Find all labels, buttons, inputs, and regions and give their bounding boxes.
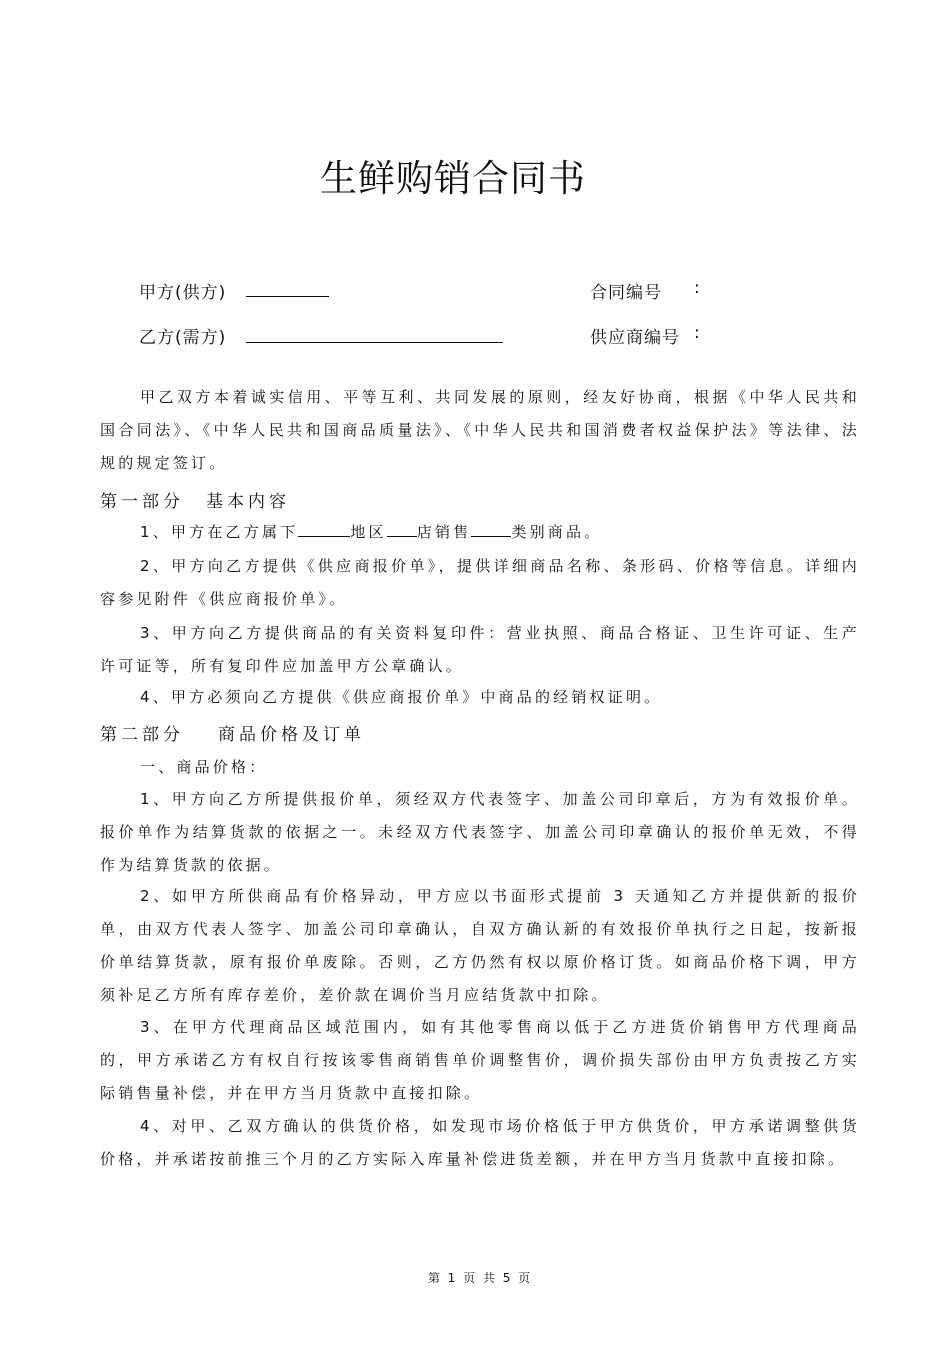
- part1-item2: 2、甲方向乙方提供《供应商报价单》，提供详细商品名称、条形码、价格等信息。详细内容参见附件《供应商报价单》。: [100, 557, 860, 608]
- party-b-blank: [246, 342, 503, 343]
- part1-heading-text: 基本内容: [206, 492, 290, 512]
- part2-paragraph-1: 1、甲方向乙方所提供报价单，须经双方代表签字、加盖公司印章后，方为有效报价单。报价单作为结算货款的依据之一。未经双方代表签字、加盖公司印章确认的报价单无效，不得作为结算货款的依据。: [100, 790, 860, 874]
- supplier-no-colon: :: [694, 323, 701, 343]
- supplier-no-label: 供应商编号: [590, 328, 680, 348]
- part2-paragraph-4: 4、对甲、乙双方确认的供货价格，如发现市场价格低于甲方供货价，甲方承诺调整供货价格，并承诺按前推三个月的乙方实际入库量补偿进货差额，并在甲方当月货款中直接扣除。: [100, 1117, 860, 1168]
- party-a-blank: [246, 296, 329, 297]
- part1-item1-text1: 1、甲方在乙方属下: [140, 523, 299, 541]
- party-b-label: 乙方(需方): [139, 328, 227, 348]
- part1-item1-text4: 类别商品。: [511, 523, 603, 541]
- part1-item1-text2: 地区: [350, 523, 387, 541]
- part1-item1: [100, 516, 860, 549]
- part1-item4: 4、甲方必须向乙方提供《供应商报价单》中商品的经销权证明。: [140, 688, 663, 706]
- part2-heading-num: 第二部分: [100, 725, 184, 745]
- part2-paragraph-2: 2、如甲方所供商品有价格异动，甲方应以书面形式提前 3 天通知乙方并提供新的报价单，由双方代表人签字、加盖公司印章确认，自双方确认新的有效报价单执行之日起，按新报价单结算货款，原有报价单废除。否则，乙方仍然有权以原价格订货。如商品价格下调，甲方须补足乙方所有库存差价，差价款在调价当月应结货款中扣除。: [100, 887, 860, 1004]
- part1-item3: 3、甲方向乙方提供商品的有关资料复印件：营业执照、商品合格证、卫生许可证、生产许可证等，所有复印件应加盖甲方公章确认。: [100, 624, 860, 675]
- category-blank: [471, 522, 511, 537]
- part1-item1-text3: 店销售: [416, 523, 472, 541]
- page-footer: 第 1 页 共 5 页: [427, 1271, 533, 1285]
- part1-heading: [100, 487, 290, 512]
- part2-paragraph-3: 3、在甲方代理商品区域范围内，如有其他零售商以低于乙方进货价销售甲方代理商品的，甲方承诺乙方有权自行按该零售商销售单价调整售价，调价损失部份由甲方负责按乙方实际销售量补偿，并在甲方当月货款中直接扣除。: [100, 1018, 860, 1102]
- store-blank: [387, 522, 417, 537]
- part2-heading-text: 商品价格及订单: [218, 725, 365, 745]
- party-a-label: 甲方(供方): [139, 283, 227, 303]
- document-title: 生鲜购销合同书: [320, 157, 586, 200]
- region-blank: [298, 522, 350, 537]
- part2-heading: [100, 720, 365, 745]
- part2-sub1: 一、商品价格：: [140, 758, 268, 776]
- intro-paragraph: 甲乙双方本着诚实信用、平等互利、共同发展的原则，经友好协商，根据《中华人民共和国合同法》、《中华人民共和国商品质量法》、《中华人民共和国消费者权益保护法》等法律、法规的规定签订。: [100, 388, 860, 472]
- contract-no-label: 合同编号: [590, 283, 662, 303]
- contract-no-colon: :: [694, 278, 701, 298]
- part1-heading-num: 第一部分: [100, 492, 184, 512]
